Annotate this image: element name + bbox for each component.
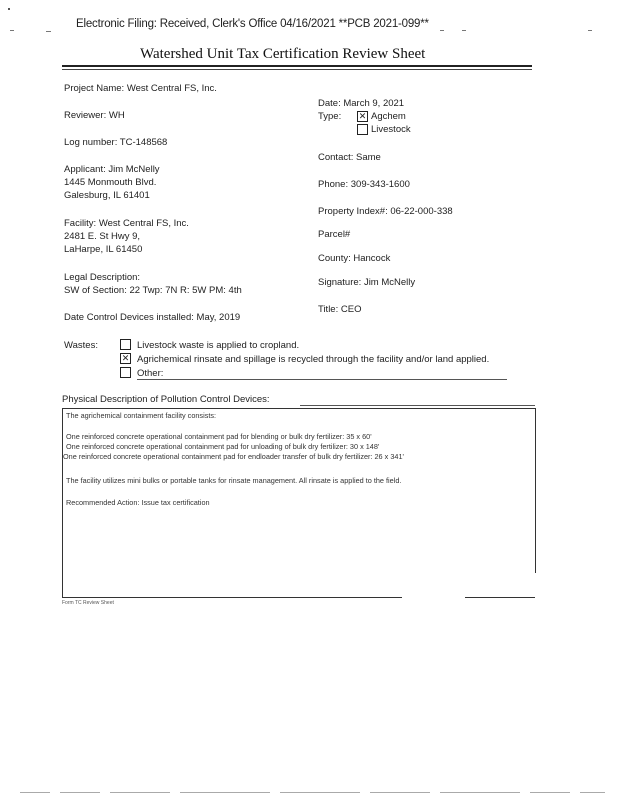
scan-artifact [530,792,570,793]
description-box-left [62,408,63,598]
filing-stamp: Electronic Filing: Received, Clerk's Office 04/16/2021 **PCB 2021-099** [76,18,429,30]
scan-artifact [580,792,605,793]
description-box-bottom-right [465,597,535,598]
project-name: Project Name: West Central FS, Inc. [64,83,217,94]
log-number: Log number: TC-148568 [64,137,168,148]
wastes-agrichemical-label: Agrichemical rinsate and spillage is recycled through the facility and/or land applied. [137,354,490,365]
scan-speck [440,30,444,31]
wastes-other-label: Other: [137,368,164,379]
scan-artifact [440,792,520,793]
description-box-right [535,408,536,573]
scan-artifact [370,792,430,793]
review-date: Date: March 9, 2021 [318,98,405,109]
scan-speck [8,8,10,10]
scan-speck [10,30,14,31]
description-note: The facility utilizes mini bulks or portable tanks for rinsate management. All rinsate is applied to the field. [66,476,402,485]
wastes-livestock-checkbox[interactable] [120,339,131,350]
scan-speck [462,30,466,31]
description-item-3: One reinforced concrete operational containment pad for endloader transfer of bulk dry fertilizer: 26 x 341' [63,452,404,461]
applicant-city: Galesburg, IL 61401 [64,190,150,201]
reviewer: Reviewer: WH [64,110,125,121]
page-title: Watershed Unit Tax Certification Review Sheet [140,46,426,62]
title-rule-thin [62,69,532,70]
wastes-other-underline [137,379,507,380]
property-index: Property Index#: 06-22-000-338 [318,206,453,217]
type-livestock-checkbox[interactable] [357,124,368,135]
wastes-livestock-label: Livestock waste is applied to cropland. [137,340,300,351]
facility-name: Facility: West Central FS, Inc. [64,218,189,229]
scan-speck [588,30,592,31]
form-id: Form TC Review Sheet [62,600,114,606]
phone: Phone: 309-343-1600 [318,179,410,190]
scan-artifact [180,792,270,793]
applicant-address: 1445 Monmouth Blvd. [64,177,157,188]
facility-city: LaHarpe, IL 61450 [64,244,143,255]
legal-description-label: Legal Description: [64,272,141,283]
type-agchem-label: Agchem [371,111,406,122]
type-livestock-label: Livestock [371,124,411,135]
scan-artifact [60,792,100,793]
type-label: Type: [318,111,342,122]
facility-address: 2481 E. St Hwy 9, [64,231,141,242]
type-agchem-checkbox[interactable]: ✕ [358,111,367,121]
county: County: Hancock [318,253,391,264]
recommended-action: Recommended Action: Issue tax certification [66,498,210,507]
description-intro: The agrichemical containment facility consists: [66,411,217,420]
scan-artifact [110,792,170,793]
description-box-bottom [62,597,402,598]
scan-speck [46,31,51,32]
scan-artifact [20,792,50,793]
wastes-label: Wastes: [64,340,98,351]
contact: Contact: Same [318,152,381,163]
parcel: Parcel# [318,229,351,240]
heading-underline [300,405,535,406]
legal-description: SW of Section: 22 Twp: 7N R: 5W PM: 4th [64,285,242,296]
scan-artifact [280,792,360,793]
date-control-devices: Date Control Devices installed: May, 2019 [64,312,241,323]
description-item-1: One reinforced concrete operational containment pad for blending or bulk dry fertilizer: 35 x 60' [66,432,372,441]
description-box-top [62,408,536,409]
applicant-name: Applicant: Jim McNelly [64,164,160,175]
description-item-2: One reinforced concrete operational containment pad for unloading of bulk dry fertilizer: 30 x 148' [66,442,380,451]
title-rule-thick [62,65,532,67]
signature: Signature: Jim McNelly [318,277,416,288]
title-field: Title: CEO [318,304,362,315]
physical-description-heading: Physical Description of Pollution Control Devices: [62,394,270,405]
wastes-agrichemical-checkbox[interactable]: ✕ [121,353,130,363]
wastes-other-checkbox[interactable] [120,367,131,378]
